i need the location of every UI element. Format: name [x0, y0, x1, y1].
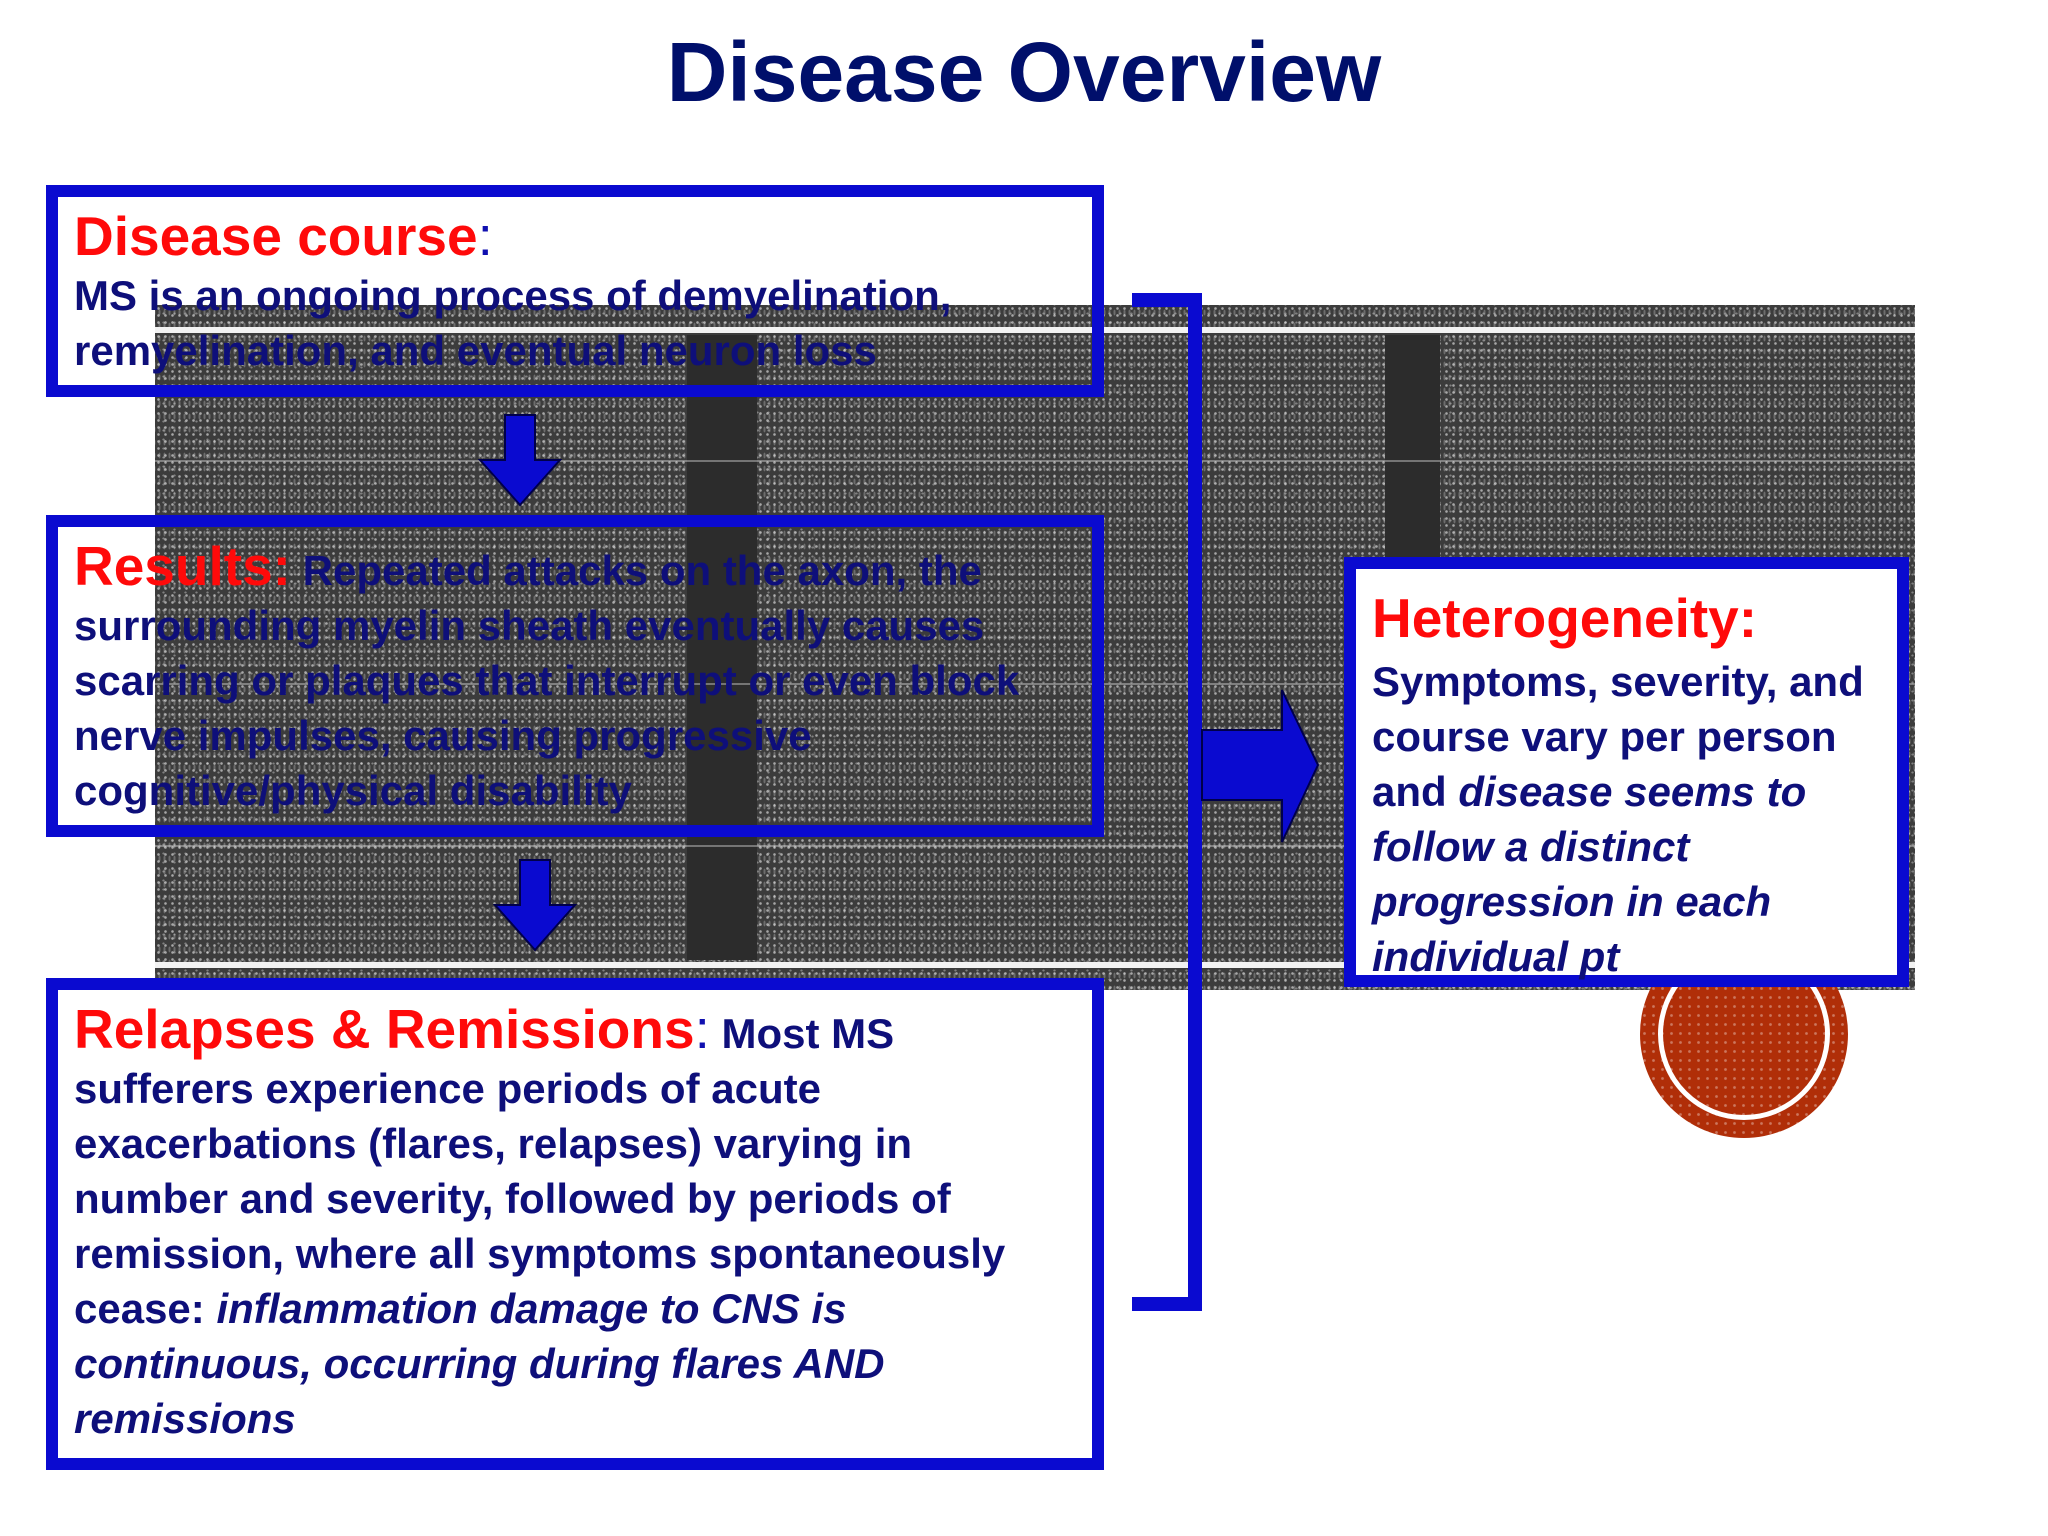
results-heading: Results: [74, 535, 291, 597]
relapses-colon: : [694, 998, 710, 1060]
slide-title: Disease Overview [666, 25, 1382, 119]
heterogeneity-box [1344, 557, 1909, 987]
results-text: Repeated attacks on the axon, the surrounding myelin sheath eventually causes scarring or plaques that interrupt or even block nerve impulses, causing progressive cognitive/physical disability [74, 547, 1020, 814]
band-streak [155, 460, 1915, 462]
relapses-text: Most MS sufferers experience periods of acute exacerbations (flares, relapses) varying in number and severity, followed by periods of remission, where all symptoms spontaneously cease: [74, 1010, 1006, 1332]
relapses-text-italic: inflammation damage to CNS is continuous, occurring during flares AND remissions [74, 1285, 885, 1442]
heterogeneity-text-italic: disease seems to follow a distinct progression in each individual pt [1372, 768, 1807, 980]
heterogeneity-heading: Heterogeneity: [1372, 587, 1758, 649]
relapses-heading: Relapses & Remissions [74, 998, 695, 1060]
disease-course-heading: Disease course [74, 205, 478, 267]
disease-course-box [46, 185, 1104, 397]
bracket-vertical [1188, 293, 1202, 1311]
results-box [46, 515, 1104, 837]
heterogeneity-text: Symptoms, severity, and course vary per person and [1372, 658, 1864, 815]
disease-course-colon: : [477, 205, 493, 267]
disease-course-text: MS is an ongoing process of demyelination, remyelination, and eventual neuron loss [74, 272, 952, 374]
relapses-remissions-box [46, 978, 1104, 1470]
bracket-bottom [1132, 1297, 1202, 1311]
